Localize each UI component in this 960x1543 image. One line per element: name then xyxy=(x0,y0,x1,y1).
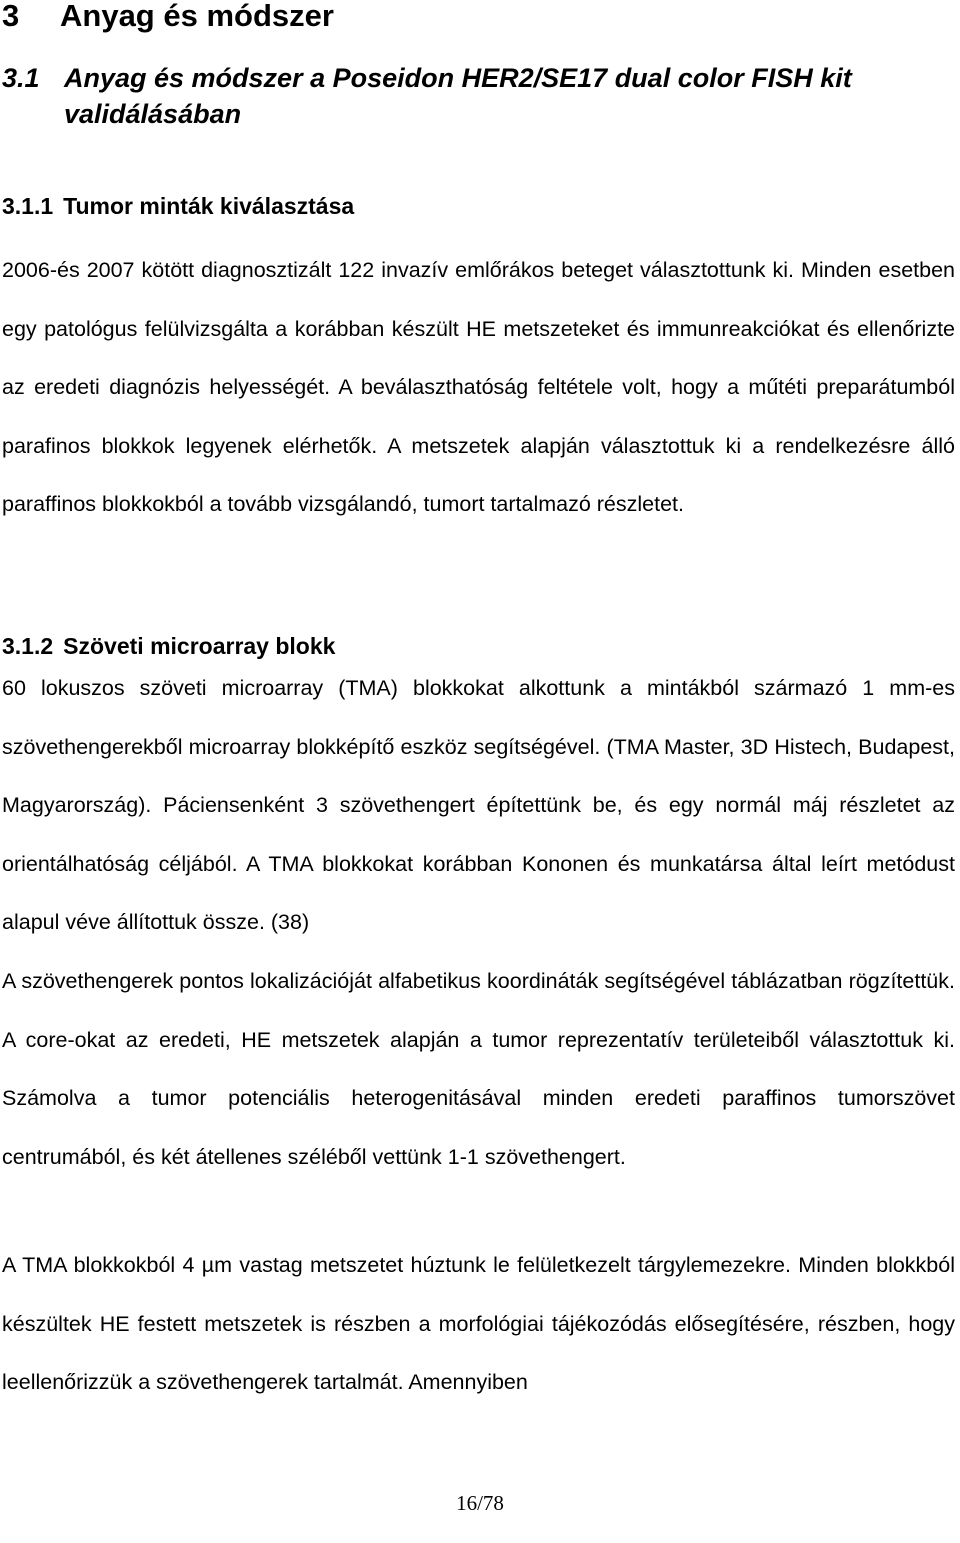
chapter-heading xyxy=(2,0,334,34)
section-title-line2: validálásában xyxy=(64,99,242,129)
paragraph-core-localization: A szövethengerek pontos lokalizációját alfabetikus koordináták segítségével táblázatban rögzítettük. A core-okat az eredeti, HE metszetek alapján a tumor reprezentatív területeiből választottuk ki. Számolva a tumor potenciális heterogenitásával minden eredeti paraffinos tumorszövet centrumából, és két átellenes széléből vettünk 1-1 szövethengert. xyxy=(2,969,955,1169)
paragraph-tumor-selection: 2006-és 2007 kötött diagnosztizált 122 invazív emlőrákos beteget választottunk ki. Minden esetben egy patológus felülvizsgálta a korábban készült HE metszeteket és immunreakciókat és ellenőrizte az eredeti diagnózis helyességét. A beválaszthatóság feltétele volt, hogy a műtéti preparátumból parafinos blokkok legyenek elérhetők. A metszetek alapján választottuk ki a rendelkezésre álló paraffinos blokkokból a tovább vizsgálandó, tumort tartalmazó részletet. xyxy=(2,258,955,516)
subsection-heading-tma xyxy=(2,631,335,661)
subsection-title: Tumor minták kiválasztása xyxy=(63,193,355,219)
paragraph-tma-construction: 60 lokuszos szöveti microarray (TMA) blokkokat alkottunk a mintákból származó 1 mm-es szövethengerekből microarray blokképítő eszköz segítségével. (TMA Master, 3D Histech, Budapest, Magyarország). Páciensenként 3 szövethengert építettünk be, és egy normál máj részletet az orientálhatóság céljából. A TMA blokkokat korábban Kononen és munkatársa által leírt metódust alapul véve állítottuk össze. (38) xyxy=(2,676,955,934)
subsection-number: 3.1.2 xyxy=(2,633,54,659)
page-number: 16/78 xyxy=(456,1491,504,1515)
subsection-number: 3.1.1 xyxy=(2,193,54,219)
section-title-line1: Anyag és módszer a Poseidon HER2/SE17 dual color FISH kit xyxy=(64,63,852,93)
subsection-heading-tumor xyxy=(2,191,354,221)
chapter-number: 3 xyxy=(2,0,20,33)
section-number: 3.1 xyxy=(2,63,40,93)
chapter-title: Anyag és módszer xyxy=(60,0,334,33)
subsection-title: Szöveti microarray blokk xyxy=(63,633,336,659)
paragraph-sectioning: A TMA blokkokból 4 µm vastag metszetet húztunk le felületkezelt tárgylemezekre. Minden blokkból készültek HE festett metszetek is részben a morfológiai tájékozódás elősegítésére, részben, hogy leellenőrizzük a szövethengerek tartalmát. Amennyiben xyxy=(2,1253,955,1394)
